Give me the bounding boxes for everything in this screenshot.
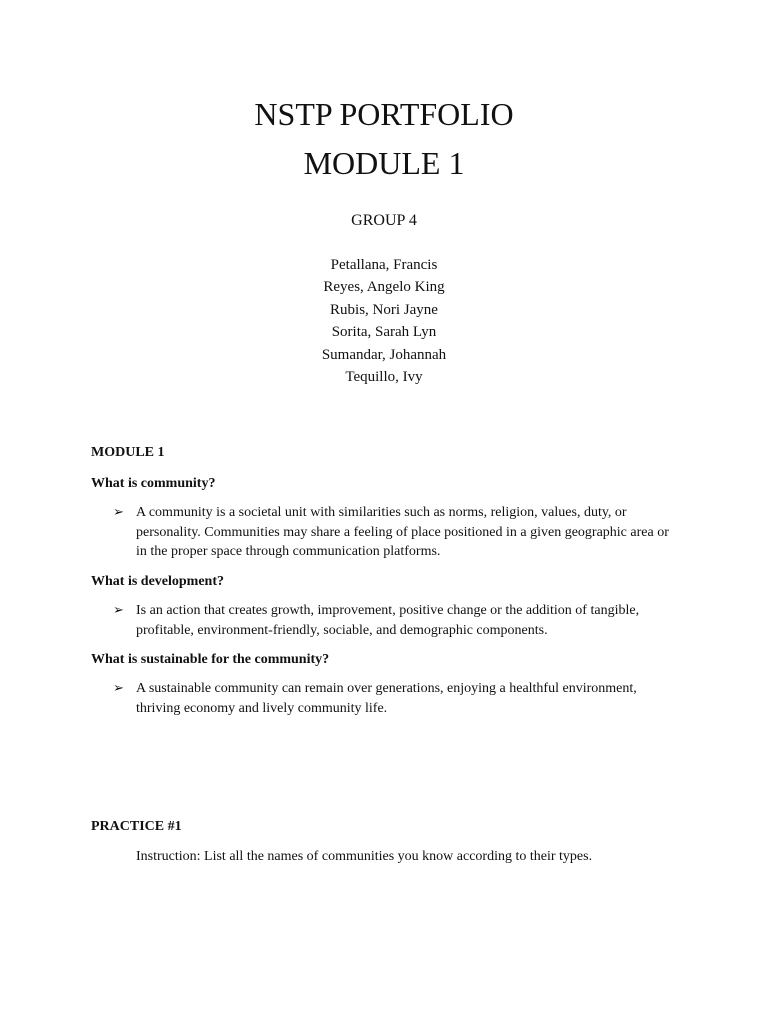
answer-text: A community is a societal unit with similarities such as norms, religion, values, duty, or personality. Communities may share a feeling of place positioned in a given geographic area or in the proper space through communication platforms. xyxy=(136,505,669,559)
member-name: Rubis, Nori Jayne xyxy=(330,301,438,318)
question-community: What is community? xyxy=(91,476,216,491)
arrow-bullet-icon: ➢ xyxy=(113,505,124,520)
member-name: Reyes, Angelo King xyxy=(323,279,445,296)
group-label: GROUP 4 xyxy=(351,212,417,229)
answer-text: A sustainable community can remain over generations, enjoying a healthful environment, thriving economy and lively community life. xyxy=(136,681,637,716)
answer-community xyxy=(113,503,683,562)
member-list xyxy=(0,254,768,388)
practice-instruction: Instruction: List all the names of communities you know according to their types. xyxy=(136,849,593,864)
member-name: Petallana, Francis xyxy=(330,257,438,273)
document-title: NSTP PORTFOLIO xyxy=(254,96,514,132)
document-subtitle: MODULE 1 xyxy=(303,145,465,181)
answer-text: Is an action that creates growth, improvement, positive change or the addition of tangible, profitable, environment-friendly, sociable, and demographic components. xyxy=(136,603,640,638)
practice-heading: PRACTICE #1 xyxy=(91,819,182,834)
answer-development xyxy=(113,601,683,640)
module-heading: MODULE 1 xyxy=(91,445,165,460)
member-name: Sumandar, Johannah xyxy=(321,346,447,363)
question-development: What is development? xyxy=(91,574,224,589)
question-sustainable: What is sustainable for the community? xyxy=(91,652,330,667)
answer-sustainable xyxy=(113,679,683,718)
member-name: Sorita, Sarah Lyn xyxy=(331,324,437,341)
arrow-bullet-icon: ➢ xyxy=(113,681,124,696)
member-name: Tequillo, Ivy xyxy=(345,369,423,386)
arrow-bullet-icon: ➢ xyxy=(113,603,124,618)
